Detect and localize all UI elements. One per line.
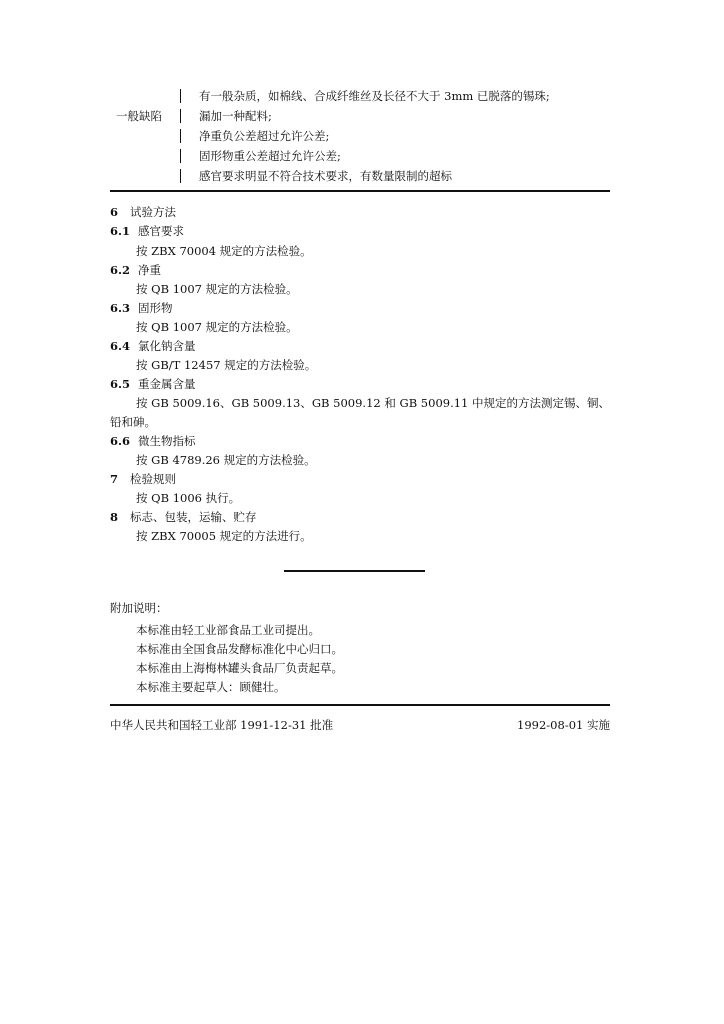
section-heading: 8 标志、包装，运输、贮存 bbox=[110, 510, 257, 524]
defect-row bbox=[110, 106, 610, 126]
note-line: 本标准由上海梅林罐头食品厂负责起草。 bbox=[136, 661, 343, 675]
defect-item: 漏加一种配料; bbox=[199, 109, 272, 123]
section-body: 按 QB 1006 执行。 bbox=[136, 491, 241, 505]
defect-item: 感官要求明显不符合技术要求，有数量限制的超标 bbox=[199, 169, 452, 183]
defect-item: 固形物重公差超过允许公差; bbox=[199, 149, 341, 163]
section-body: 按 GB/T 12457 规定的方法检验。 bbox=[136, 358, 317, 372]
defect-row bbox=[110, 166, 610, 186]
column-divider bbox=[180, 129, 181, 143]
section-heading: 6.4 氯化钠含量 bbox=[110, 339, 196, 353]
section-body-continued: 铅和砷。 bbox=[110, 415, 156, 429]
section-heading: 6.2 净重 bbox=[110, 263, 161, 277]
section-body: 按 GB 5009.16、GB 5009.13、GB 5009.12 和 GB 5009.11 中规定的方法测定锡、铜、 bbox=[136, 396, 611, 410]
section-body: 按 ZBX 70004 规定的方法检验。 bbox=[136, 244, 312, 258]
defect-row bbox=[110, 146, 610, 166]
end-divider bbox=[284, 570, 425, 572]
section-heading: 7 检验规则 bbox=[110, 472, 176, 486]
column-divider bbox=[180, 149, 181, 163]
column-divider bbox=[180, 89, 181, 103]
defect-item: 净重负公差超过允许公差; bbox=[199, 129, 330, 143]
defect-row bbox=[110, 86, 610, 106]
section-body: 按 GB 4789.26 规定的方法检验。 bbox=[136, 453, 316, 467]
table-bottom-rule bbox=[110, 190, 610, 192]
section-heading: 6.5 重金属含量 bbox=[110, 377, 196, 391]
note-line: 本标准由全国食品发酵标准化中心归口。 bbox=[136, 642, 343, 656]
defect-row bbox=[110, 126, 610, 146]
section-heading: 6.1 感官要求 bbox=[110, 224, 184, 238]
note-line: 本标准由轻工业部食品工业司提出。 bbox=[136, 623, 320, 637]
section-heading: 6.6 微生物指标 bbox=[110, 434, 196, 448]
column-divider bbox=[180, 109, 181, 123]
defect-item: 有一般杂质，如棉线、合成纤维丝及长径不大于 3mm 已脱落的锡珠; bbox=[199, 89, 550, 103]
section-body: 按 QB 1007 规定的方法检验。 bbox=[136, 282, 298, 296]
footer-rule bbox=[110, 704, 610, 706]
approval-info: 中华人民共和国轻工业部 1991-12-31 批准 bbox=[110, 718, 334, 732]
section-heading: 6 试验方法 bbox=[110, 205, 176, 219]
notes-title: 附加说明： bbox=[110, 601, 168, 615]
section-body: 按 QB 1007 规定的方法检验。 bbox=[136, 320, 298, 334]
column-divider bbox=[180, 169, 181, 183]
defect-category: 一般缺陷 bbox=[116, 109, 162, 123]
section-body: 按 ZBX 70005 规定的方法进行。 bbox=[136, 529, 312, 543]
note-line: 本标准主要起草人：顾健壮。 bbox=[136, 680, 286, 694]
defect-table bbox=[110, 86, 610, 186]
section-heading: 6.3 固形物 bbox=[110, 301, 173, 315]
implementation-date: 1992-08-01 实施 bbox=[517, 718, 610, 732]
